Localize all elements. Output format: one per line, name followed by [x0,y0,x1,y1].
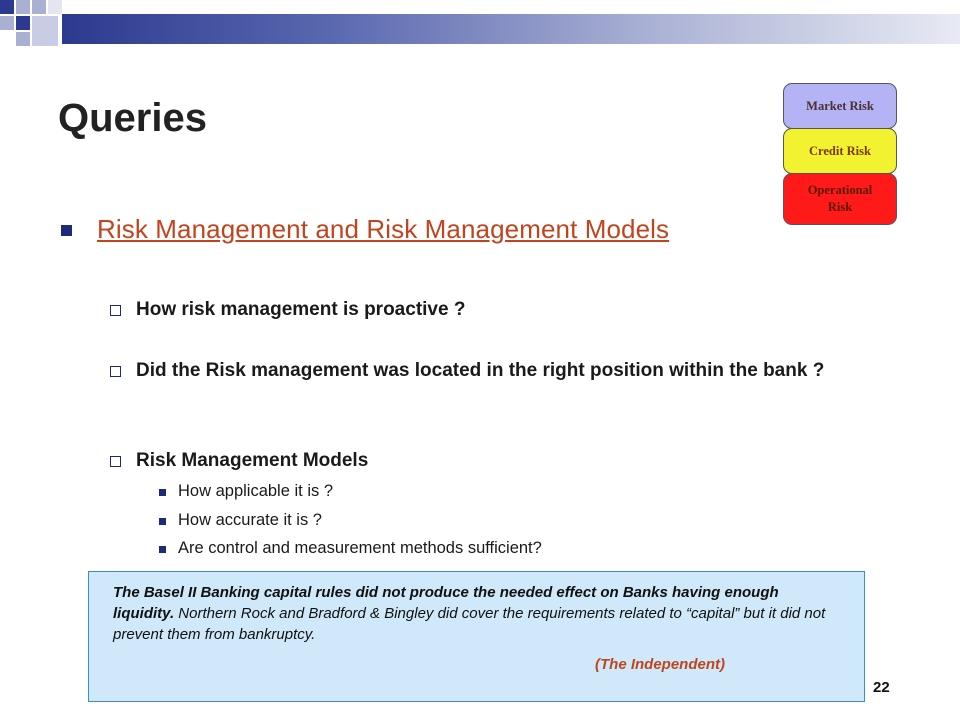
quote-box [88,571,865,702]
header-square [16,0,30,14]
header-square [48,0,62,14]
hollow-square-icon [110,305,121,316]
header-gradient-bar [62,14,960,44]
header-square [32,16,58,46]
hollow-square-icon [110,456,121,467]
mini-bullet-icon [159,546,166,553]
slide-title: Queries [58,96,207,140]
bullet-square-icon [61,225,72,236]
quote-rest: Northern Rock and Bradford & Bingley did cover the requirements related to “capital” but it did not prevent them from bankruptcy. [113,605,826,643]
sub-item-position: Did the Risk management was located in the right position within the bank ? [136,360,825,381]
model-item-applicable: How applicable it is ? [178,482,333,500]
header-square [16,16,30,30]
credit-risk-box: Credit Risk [783,128,897,174]
header-square [32,0,46,14]
risk-management-link[interactable]: Risk Management and Risk Management Models [97,214,670,244]
header-square [16,32,30,46]
sub-item-proactive: How risk management is proactive ? [136,299,466,320]
mini-bullet-icon [159,489,166,496]
quote-source: (The Independent) [595,656,725,673]
header-square [0,0,14,14]
model-item-control: Are control and measurement methods sufficient? [178,539,542,557]
header-square [0,16,14,30]
quote-bold-part: The Basel II Banking capital rules did not produce the needed effect on Banks having enough liquidity. [113,584,779,622]
quote-text [113,582,833,645]
page-number: 22 [873,679,890,696]
operational-risk-box: Operational Risk [783,173,897,225]
market-risk-box: Market Risk [783,83,897,129]
hollow-square-icon [110,366,121,377]
mini-bullet-icon [159,518,166,525]
sub-item-models: Risk Management Models [136,450,369,471]
model-item-accurate: How accurate it is ? [178,511,322,529]
